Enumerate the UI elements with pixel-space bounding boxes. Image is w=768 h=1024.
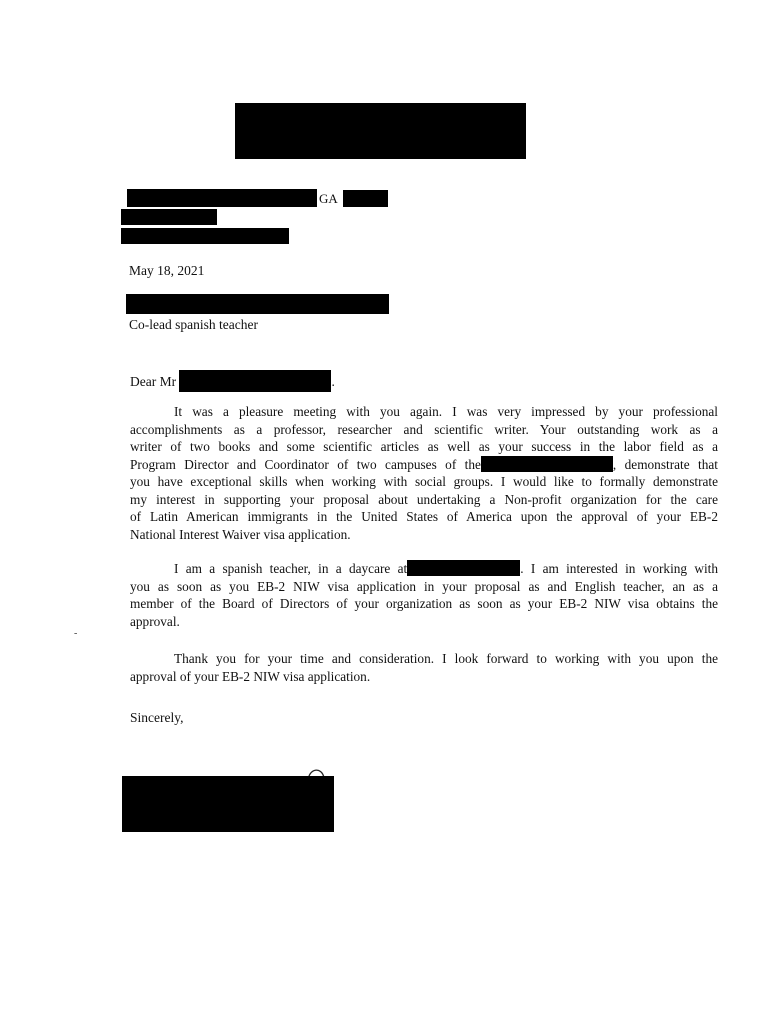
greeting-trailing: .: [331, 374, 335, 389]
redacted-daycare-name: [407, 560, 520, 576]
body-paragraph-2: [130, 560, 718, 630]
p2-line-2: you as soon as you EB-2 NIW visa application in your proposal as and English teacher, an as a: [130, 578, 718, 594]
body-paragraph-1: [130, 403, 718, 543]
scan-mark: -: [74, 628, 78, 639]
p2-line-1-before: I am a spanish teacher, in a daycare at: [174, 561, 408, 576]
p2-line-1: [130, 560, 718, 578]
redacted-sender-line-1: [127, 189, 317, 207]
closing: Sincerely,: [130, 710, 184, 725]
p2-line-4: approval.: [130, 613, 180, 629]
greeting-salutation: Dear Mr: [130, 374, 177, 389]
body-paragraph-3: [130, 650, 718, 685]
redacted-greeting-name: [179, 370, 331, 392]
redacted-institution: [481, 456, 613, 472]
p1-line-4-before: Program Director and Coordinator of two campuses of the: [130, 456, 481, 472]
letter-date: May 18, 2021: [129, 263, 205, 278]
p1-line-1: It was a pleasure meeting with you again. I was very impressed by your professional: [174, 404, 718, 419]
p3-line-2: approval of your EB-2 NIW visa application.: [130, 668, 371, 684]
greeting: [130, 370, 335, 392]
p3-line-1: Thank you for your time and consideration. I look forward to working with you upon the: [174, 651, 718, 666]
redacted-signature: [122, 776, 334, 832]
sender-state: GA: [319, 191, 338, 206]
p1-line-8: National Interest Waiver visa application.: [130, 526, 351, 542]
p1-line-4-after: , demonstrate that: [612, 456, 718, 472]
p1-line-2: accomplishments as a professor, researcher and scientific writer. Your outstanding work as a: [130, 421, 718, 437]
recipient-title: Co-lead spanish teacher: [129, 317, 258, 332]
redacted-sender-line-2: [121, 209, 217, 225]
redacted-sender-line-3: [121, 228, 289, 244]
p1-line-5: you have exceptional skills when working with social groups. I would like to formally demonstrate: [130, 474, 718, 489]
p2-line-3: member of the Board of Directors of your organization as soon as your EB-2 NIW visa obtains the: [130, 596, 718, 611]
redacted-letterhead: [235, 103, 526, 159]
redacted-recipient-name: [126, 294, 389, 314]
p1-line-6: my interest in supporting your proposal about undertaking a Non-profit organization for the care: [130, 491, 718, 507]
p1-line-4: [130, 456, 718, 474]
redacted-sender-zip: [343, 190, 388, 207]
p2-line-1-after: . I am interested in working with: [520, 561, 719, 576]
p1-line-3: writer of two books and some scientific articles as well as your success in the labor field as a: [130, 439, 718, 454]
p1-line-7: of Latin American immigrants in the United States of America upon the approval of your EB-2: [130, 509, 718, 524]
